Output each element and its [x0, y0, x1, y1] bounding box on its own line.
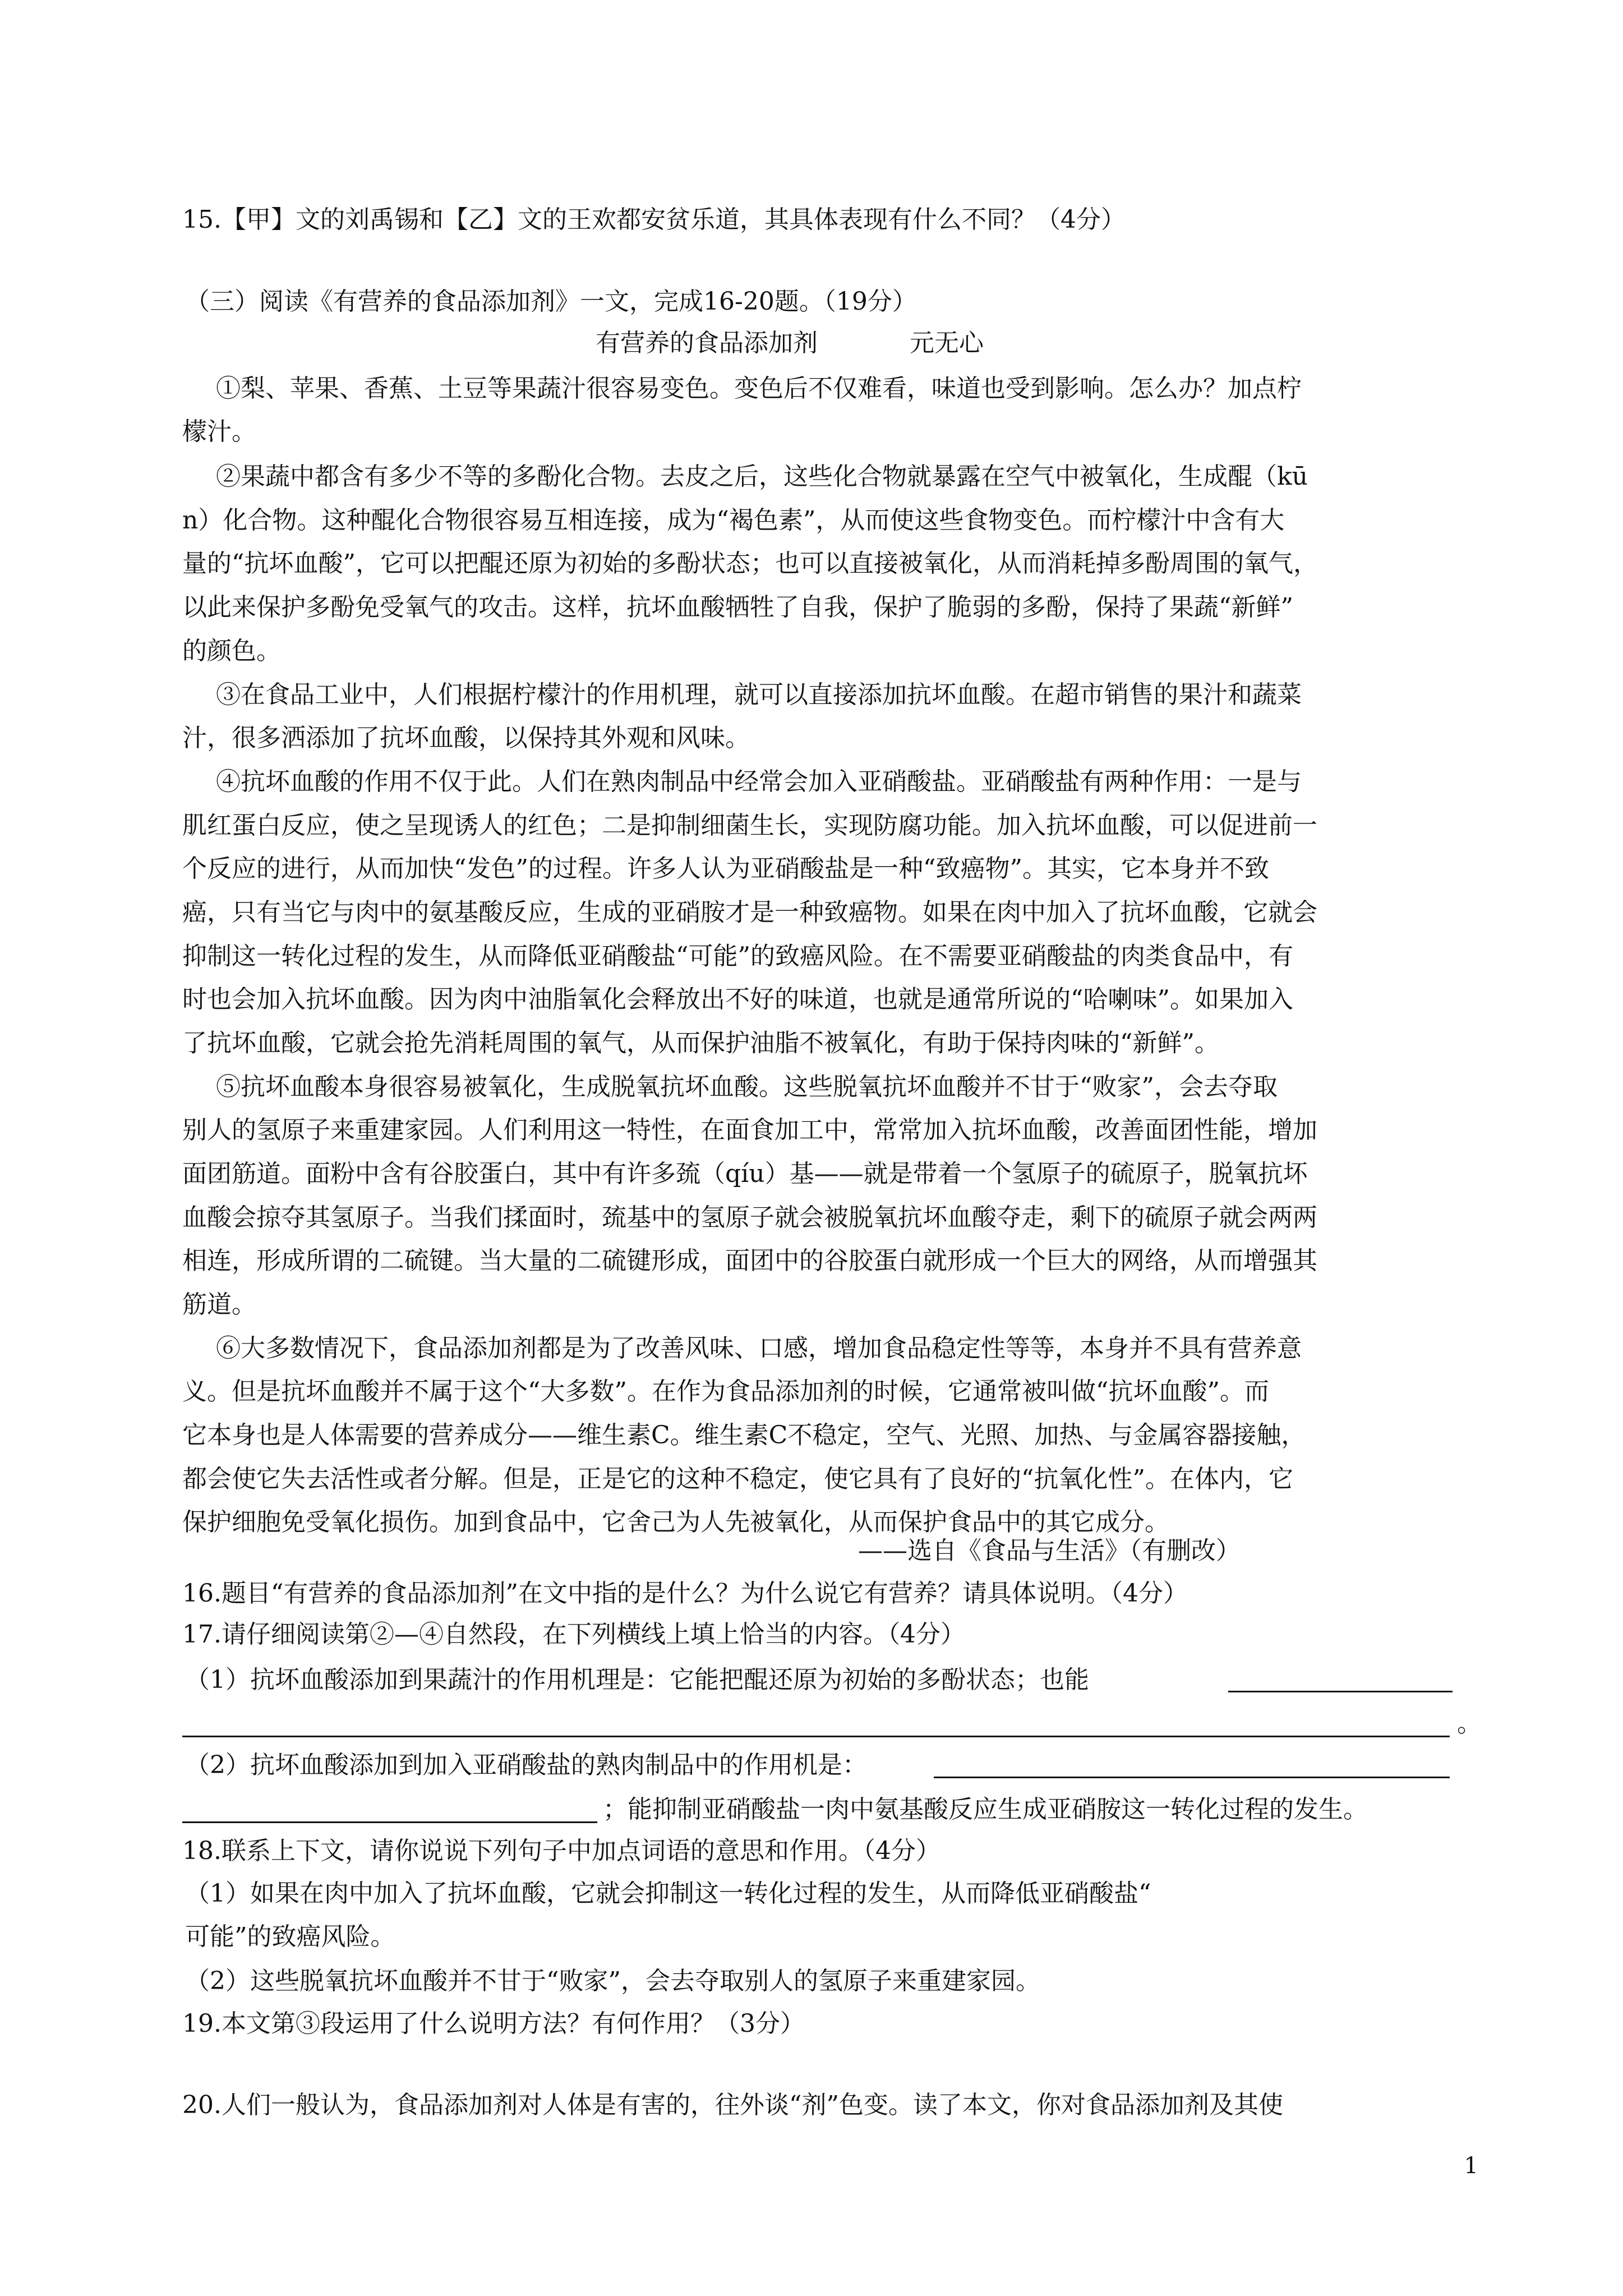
answer-blank-17-2b[interactable]: [182, 1821, 597, 1823]
article-line: 个反应的进行，从而加快“发色”的过程。许多人认为亚硝酸盐是一种“致癌物”。其实，它本身并不致: [182, 854, 1269, 883]
question-18-1a: （1）如果在肉中加入了抗坏血酸，它就会抑制这一转化过程的发生，从而降低亚硝酸盐“: [185, 1879, 1151, 1908]
answer-blank-17-1a[interactable]: [1228, 1691, 1453, 1692]
article-title-row: [596, 326, 984, 360]
question-16: 16.题目“有营养的食品添加剂”在文中指的是什么？为什么说它有营养？请具体说明。（4分）: [182, 1579, 1188, 1608]
article-line: 义。但是抗坏血酸并不属于这个“大多数”。在作为食品添加剂的时候，它通常被叫做“抗坏血酸”。而: [182, 1377, 1269, 1406]
article-line: 癌，只有当它与肉中的氨基酸反应，生成的亚硝胺才是一种致癌物。如果在肉中加入了抗坏血酸，它就会: [182, 898, 1317, 927]
article-line: 时也会加入抗坏血酸。因为肉中油脂氧化会释放出不好的味道，也就是通常所说的“哈喇味”。如果加入: [182, 985, 1293, 1014]
question-18-1b: 可能”的致癌风险。: [185, 1922, 395, 1951]
article-author: 元无心: [910, 329, 984, 357]
question-20: 20.人们一般认为，食品添加剂对人体是有害的，往外谈“剂”色变。读了本文，你对食品添加剂及其使: [182, 2091, 1283, 2119]
question-19: 19.本文第③段运用了什么说明方法？有何作用？（3分）: [182, 2009, 805, 2038]
question-18: 18.联系上下文，请你说说下列句子中加点词语的意思和作用。（4分）: [182, 1837, 940, 1865]
article-line: ⑥大多数情况下，食品添加剂都是为了改善风味、口感，增加食品稳定性等等，本身并不具有营养意: [216, 1334, 1302, 1363]
article-line: 相连，形成所谓的二硫键。当大量的二硫键形成，面团中的谷胶蛋白就形成一个巨大的网络，从而增强其: [182, 1246, 1317, 1275]
article-source: ——选自《食品与生活》（有删改）: [858, 1536, 1241, 1565]
article-line: 檬汁。: [182, 417, 256, 446]
page-number: 1: [1464, 2153, 1478, 2179]
article-line: 都会使它失去活性或者分解。但是，正是它的这种不稳定，使它具有了良好的“抗氧化性”。在体内，它: [182, 1465, 1293, 1493]
article-line: ③在食品工业中，人们根据柠檬汁的作用机理，就可以直接添加抗坏血酸。在超市销售的果汁和蔬菜: [216, 680, 1302, 709]
article-line: 它本身也是人体需要的营养成分——维生素C。维生素C不稳定，空气、光照、加热、与金属容器接触，: [182, 1421, 1306, 1450]
article-line: 的颜色。: [182, 637, 281, 665]
answer-blank-17-1b[interactable]: [182, 1736, 1450, 1737]
article-line: 筋道。: [182, 1290, 256, 1319]
article-line: 抑制这一转化过程的发生，从而降低亚硝酸盐“可能”的致癌风险。在不需要亚硝酸盐的肉类食品中，有: [182, 942, 1293, 970]
article-line: n）化合物。这种醌化合物很容易互相连接，成为“褐色素”，从而使这些食物变色。而柠檬汁中含有大: [182, 506, 1285, 535]
article-line: 汁，很多洒添加了抗坏血酸，以保持其外观和风味。: [182, 724, 750, 752]
article-line: ①梨、苹果、香蕉、土豆等果蔬汁很容易变色。变色后不仅难看，味道也受到影响。怎么办？加点柠: [216, 374, 1302, 403]
article-line: 量的“抗坏血酸”，它可以把醌还原为初始的多酚状态；也可以直接被氧化，从而消耗掉多酚周围的氧气，: [182, 549, 1318, 578]
article-line: 血酸会掠夺其氢原子。当我们揉面时，巯基中的氢原子就会被脱氧抗坏血酸夺走，剩下的硫原子就会两两: [182, 1203, 1317, 1232]
article-line: 保护细胞免受氧化损伤。加到食品中，它舍己为人先被氧化，从而保护食品中的其它成分。: [182, 1508, 1169, 1536]
question-17-1-end: 。: [1457, 1709, 1482, 1738]
question-17-1: （1）抗坏血酸添加到果蔬汁的作用机理是：它能把醌还原为初始的多酚状态；也能: [185, 1665, 1089, 1694]
question-17-2: （2）抗坏血酸添加到加入亚硝酸盐的熟肉制品中的作用机是：: [185, 1751, 867, 1779]
article-line: ④抗坏血酸的作用不仅于此。人们在熟肉制品中经常会加入亚硝酸盐。亚硝酸盐有两种作用：一是与: [216, 767, 1302, 796]
article-line: 别人的氢原子来重建家园。人们利用这一特性，在面食加工中，常常加入抗坏血酸，改善面团性能，增加: [182, 1116, 1317, 1144]
article-line: 以此来保护多酚免受氧气的攻击。这样，抗坏血酸牺牲了自我，保护了脆弱的多酚，保持了果蔬“新鲜”: [182, 593, 1293, 622]
question-18-2: （2）这些脱氧抗坏血酸并不甘于“败家”，会去夺取别人的氢原子来重建家园。: [185, 1967, 1040, 1995]
article-title: 有营养的食品添加剂: [596, 329, 818, 357]
question-17-2-cont: ；能抑制亚硝酸盐一肉中氨基酸反应生成亚硝胺这一转化过程的发生。: [603, 1795, 1368, 1824]
article-line: 肌红蛋白反应，使之呈现诱人的红色；二是抑制细菌生长，实现防腐功能。加入抗坏血酸，可以促进前一: [182, 811, 1317, 840]
question-17: 17.请仔细阅读第②—④自然段，在下列横线上填上恰当的内容。（4分）: [182, 1620, 965, 1649]
answer-blank-17-2a[interactable]: [934, 1777, 1450, 1778]
article-line: 了抗坏血酸，它就会抢先消耗周围的氧气，从而保护油脂不被氧化，有助于保持肉味的“新鲜”。: [182, 1029, 1219, 1057]
article-line: ⑤抗坏血酸本身很容易被氧化，生成脱氧抗坏血酸。这些脱氧抗坏血酸并不甘于“败家”，会去夺取: [216, 1073, 1278, 1101]
article-line: 面团筋道。面粉中含有谷胶蛋白，其中有许多巯（qíu）基——就是带着一个氢原子的硫原子，脱氧抗坏: [182, 1159, 1308, 1188]
section-3-heading: （三）阅读《有营养的食品添加剂》一文，完成16-20题。（19分）: [185, 287, 917, 316]
article-line: ②果蔬中都含有多少不等的多酚化合物。去皮之后，这些化合物就暴露在空气中被氧化，生成醌（kū: [216, 462, 1308, 491]
question-15: 15.【甲】文的刘禹锡和【乙】文的王欢都安贫乐道，其具体表现有什么不同？（4分）: [182, 205, 1126, 234]
